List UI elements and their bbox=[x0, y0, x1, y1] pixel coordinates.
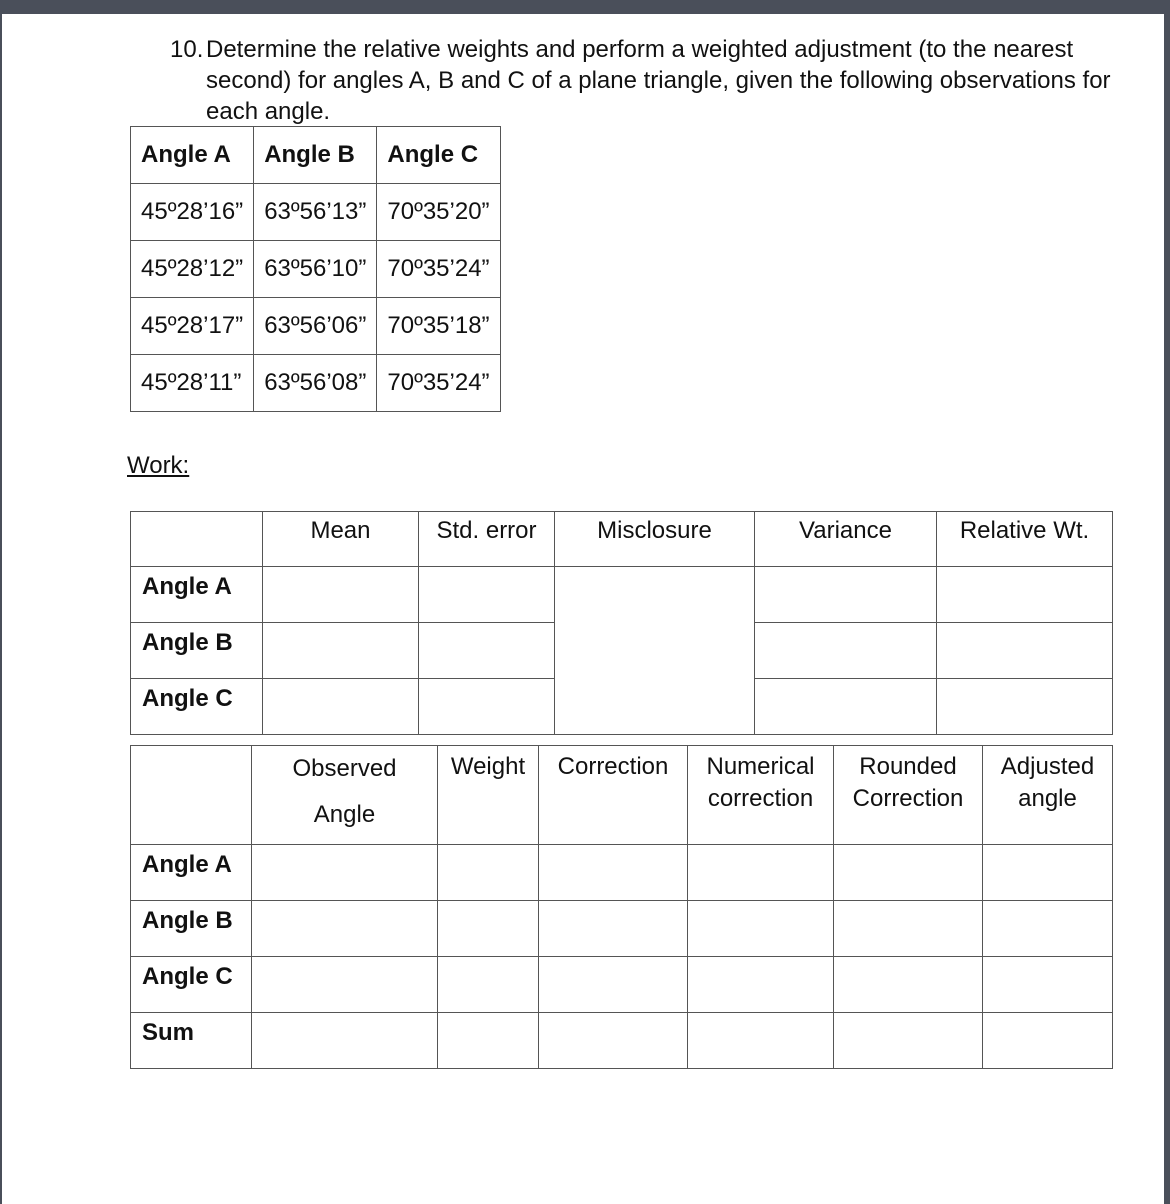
observation-cell: 70º35’18” bbox=[377, 298, 500, 355]
observation-cell: 45º28’12” bbox=[131, 241, 254, 298]
rounded-correction-cell[interactable] bbox=[834, 901, 983, 957]
variance-cell[interactable] bbox=[755, 623, 937, 679]
question bbox=[170, 34, 1130, 127]
observation-cell: 70º35’20” bbox=[377, 184, 500, 241]
adjust-header-blank bbox=[131, 746, 252, 845]
header-observed-line2: Angle bbox=[313, 801, 376, 828]
observations-table bbox=[130, 126, 501, 412]
header-observed-angle bbox=[252, 746, 438, 845]
observation-row bbox=[131, 298, 501, 355]
header-angle-a: Angle A bbox=[131, 127, 254, 184]
header-numerical-line1: Numerical bbox=[706, 753, 815, 780]
observations-header-row bbox=[131, 127, 501, 184]
numerical-correction-cell[interactable] bbox=[688, 845, 834, 901]
observation-cell: 63º56’08” bbox=[254, 355, 377, 412]
header-correction: Correction bbox=[539, 746, 688, 845]
adjusted-angle-sum-cell[interactable] bbox=[983, 1013, 1113, 1069]
header-numerical-line2: correction bbox=[707, 785, 814, 812]
worksheet-page bbox=[2, 14, 1164, 1204]
header-weight: Weight bbox=[438, 746, 539, 845]
adjust-sum-row bbox=[131, 1013, 1113, 1069]
adjust-row bbox=[131, 901, 1113, 957]
relative-wt-cell[interactable] bbox=[937, 679, 1113, 735]
observed-angle-sum-cell[interactable] bbox=[252, 1013, 438, 1069]
numerical-correction-sum-cell[interactable] bbox=[688, 1013, 834, 1069]
numerical-correction-cell[interactable] bbox=[688, 957, 834, 1013]
observed-angle-cell[interactable] bbox=[252, 957, 438, 1013]
variance-cell[interactable] bbox=[755, 567, 937, 623]
mean-cell[interactable] bbox=[263, 567, 419, 623]
variance-cell[interactable] bbox=[755, 679, 937, 735]
question-number: 10. bbox=[170, 36, 204, 63]
header-adjusted-line1: Adjusted bbox=[1000, 753, 1095, 780]
observation-cell: 63º56’13” bbox=[254, 184, 377, 241]
observation-cell: 70º35’24” bbox=[377, 355, 500, 412]
header-mean: Mean bbox=[263, 512, 419, 567]
adjusted-angle-cell[interactable] bbox=[983, 957, 1113, 1013]
misclosure-cell[interactable] bbox=[555, 567, 755, 735]
header-rounded-correction bbox=[834, 746, 983, 845]
observed-angle-cell[interactable] bbox=[252, 845, 438, 901]
row-label-sum: Sum bbox=[131, 1013, 252, 1069]
summary-row bbox=[131, 567, 1113, 623]
weight-cell[interactable] bbox=[438, 957, 539, 1013]
relative-wt-cell[interactable] bbox=[937, 623, 1113, 679]
header-adjusted-angle bbox=[983, 746, 1113, 845]
rounded-correction-sum-cell[interactable] bbox=[834, 1013, 983, 1069]
row-label-angle-a: Angle A bbox=[131, 845, 252, 901]
header-rounded-line1: Rounded bbox=[859, 753, 957, 780]
header-variance: Variance bbox=[755, 512, 937, 567]
adjust-row bbox=[131, 957, 1113, 1013]
header-relative-wt: Relative Wt. bbox=[937, 512, 1113, 567]
correction-cell[interactable] bbox=[539, 957, 688, 1013]
adjust-header-row bbox=[131, 746, 1113, 845]
header-angle-c: Angle C bbox=[377, 127, 500, 184]
adjusted-angle-cell[interactable] bbox=[983, 845, 1113, 901]
std-error-cell[interactable] bbox=[419, 679, 555, 735]
summary-header-row bbox=[131, 512, 1113, 567]
numerical-correction-cell[interactable] bbox=[688, 901, 834, 957]
weight-sum-cell[interactable] bbox=[438, 1013, 539, 1069]
std-error-cell[interactable] bbox=[419, 623, 555, 679]
observation-cell: 63º56’06” bbox=[254, 298, 377, 355]
weight-cell[interactable] bbox=[438, 901, 539, 957]
rounded-correction-cell[interactable] bbox=[834, 845, 983, 901]
header-angle-b: Angle B bbox=[254, 127, 377, 184]
correction-sum-cell[interactable] bbox=[539, 1013, 688, 1069]
observation-cell: 45º28’17” bbox=[131, 298, 254, 355]
header-misclosure: Misclosure bbox=[555, 512, 755, 567]
mean-cell[interactable] bbox=[263, 623, 419, 679]
correction-cell[interactable] bbox=[539, 845, 688, 901]
row-label-angle-b: Angle B bbox=[131, 901, 252, 957]
row-label-angle-c: Angle C bbox=[131, 679, 263, 735]
row-label-angle-c: Angle C bbox=[131, 957, 252, 1013]
adjust-row bbox=[131, 845, 1113, 901]
observation-cell: 63º56’10” bbox=[254, 241, 377, 298]
relative-wt-cell[interactable] bbox=[937, 567, 1113, 623]
observation-cell: 70º35’24” bbox=[377, 241, 500, 298]
observed-angle-cell[interactable] bbox=[252, 901, 438, 957]
summary-header-blank bbox=[131, 512, 263, 567]
adjusted-angle-cell[interactable] bbox=[983, 901, 1113, 957]
work-label: Work: bbox=[127, 452, 190, 479]
header-std-error: Std. error bbox=[419, 512, 555, 567]
observation-row bbox=[131, 355, 501, 412]
row-label-angle-a: Angle A bbox=[131, 567, 263, 623]
header-adjusted-line2: angle bbox=[1018, 785, 1077, 812]
observation-cell: 45º28’16” bbox=[131, 184, 254, 241]
header-numerical-correction bbox=[688, 746, 834, 845]
weight-cell[interactable] bbox=[438, 845, 539, 901]
rounded-correction-cell[interactable] bbox=[834, 957, 983, 1013]
row-label-angle-b: Angle B bbox=[131, 623, 263, 679]
summary-table bbox=[130, 511, 1113, 735]
observation-cell: 45º28’11” bbox=[131, 355, 254, 412]
header-rounded-line2: Correction bbox=[852, 785, 964, 812]
std-error-cell[interactable] bbox=[419, 567, 555, 623]
observation-row bbox=[131, 184, 501, 241]
header-observed-line1: Observed bbox=[292, 755, 397, 782]
question-text: Determine the relative weights and perform a weighted adjustment (to the nearest second) for angles A, B and C of a plane triangle, given the following observations for each angle. bbox=[206, 36, 1111, 125]
adjustment-table bbox=[130, 745, 1113, 1069]
mean-cell[interactable] bbox=[263, 679, 419, 735]
observation-row bbox=[131, 241, 501, 298]
correction-cell[interactable] bbox=[539, 901, 688, 957]
